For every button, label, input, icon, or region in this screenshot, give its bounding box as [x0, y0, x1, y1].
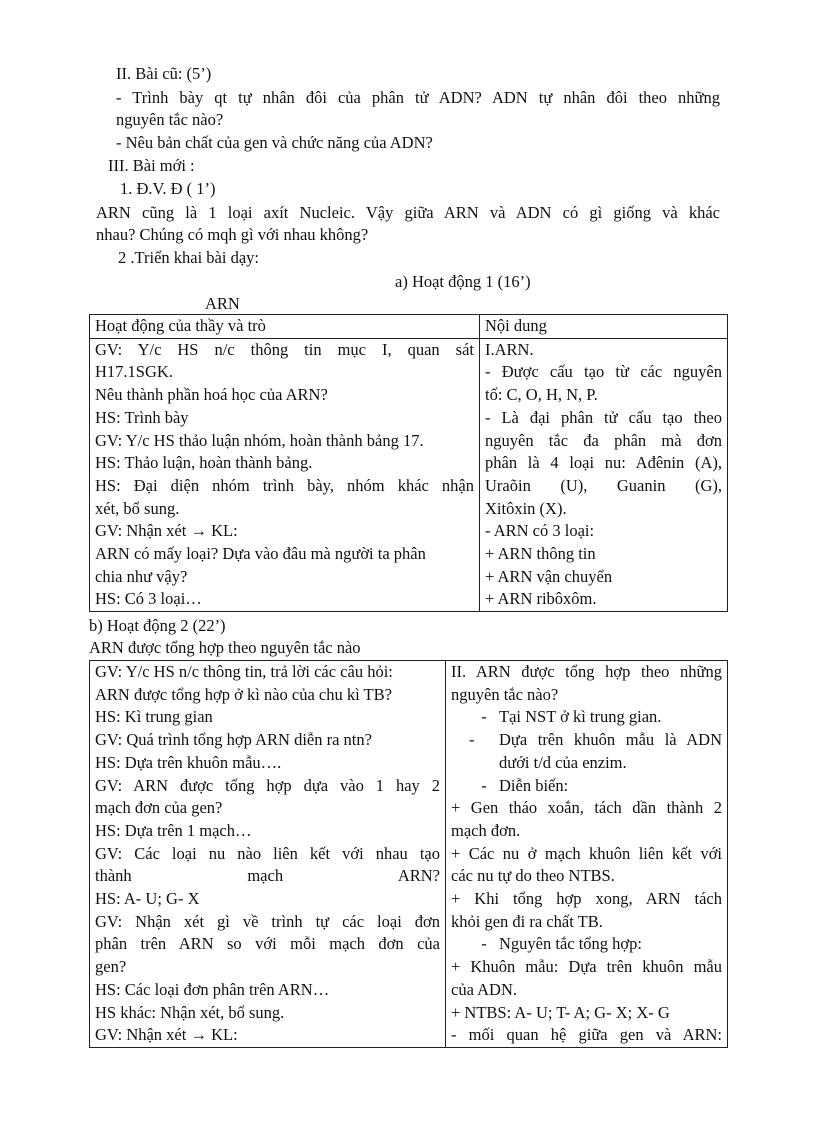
- table-header-right: Nội dung: [480, 315, 728, 339]
- new-lesson-heading: III. Bài mới :: [108, 156, 195, 175]
- old-lesson-question-1-cont: nguyên tắc nào?: [116, 110, 224, 129]
- old-lesson-heading: II. Bài cũ: (5’): [116, 64, 212, 83]
- old-lesson-question-1: - Trình bày qt tự nhân đôi của phân tử ADN? ADN tự nhân đôi theo những: [116, 88, 720, 107]
- content-column: I.ARN. - Được cấu tạo từ các nguyên tố: C, O, H, N, P. - Là đại phân tử cấu tạo theo nguyên tắc đa phân mà đơn phân là 4 loại nu: Ađênin (A), Uraõin (U), Guanin (G), Xitôxin (X). - ARN có 3 loại: + ARN thông tin + ARN vận chuyển + ARN ribôxôm.: [480, 338, 728, 611]
- activity-1-title: a) Hoạt động 1 (16’): [395, 272, 531, 291]
- intro-section-heading: 1. Đ.V. Đ ( 1’): [120, 179, 216, 198]
- activity-2-title: b) Hoạt động 2 (22’): [89, 616, 226, 635]
- content-column-2: II. ARN được tổng hợp theo những nguyên tắc nào? - Tại NST ở kì trung gian. - Dựa trên khuôn mẫu là ADN dưới t/d của enzim. - Diễn biến: + Gen tháo xoắn, tách dần thành 2 mạch đơn. + Các nu ở mạch khuôn liên kết với các nu tự do theo NTBS. + Khi tổng hợp xong, ARN tách khỏi gen đi ra chất TB. - Nguyên tắc tổng hợp: + Khuôn mẫu: Dựa trên khuôn mẫu của ADN. + NTBS: A- U; T- A; G- X; X- G - mối quan hệ giữa gen và ARN:: [446, 661, 728, 1048]
- table-header-left: Hoạt động của thầy và trò: [90, 315, 480, 339]
- activity-2-table: [89, 660, 728, 1048]
- teacher-student-activities: GV: Y/c HS n/c thông tin mục I, quan sát H17.1SGK. Nêu thành phần hoá học của ARN? HS: Trình bày GV: Y/c HS thảo luận nhóm, hoàn thành bảng 17. HS: Thảo luận, hoàn thành bảng. HS: Đại diện nhóm trình bày, nhóm khác nhận xét, bổ sung. GV: Nhận xét → KL: ARN có mấy loại? Dựa vào đâu mà người ta phân chia như vậy? HS: Có 3 loại…: [90, 338, 480, 611]
- list-dash: -: [469, 730, 475, 750]
- lesson-plan-heading: 2 .Triển khai bài dạy:: [118, 248, 259, 267]
- list-dash: -: [481, 775, 487, 795]
- activity-1-table: [89, 314, 728, 612]
- old-lesson-question-2: - Nêu bản chất của gen và chức năng của ADN?: [116, 133, 433, 152]
- activity-2-subtitle: ARN được tổng hợp theo nguyên tắc nào: [89, 638, 361, 657]
- activity-1-subtitle: ARN: [205, 294, 240, 313]
- intro-paragraph: ARN cũng là 1 loại axít Nucleic. Vậy giữa ARN và ADN có gì giống và khác: [96, 203, 720, 222]
- list-dash: -: [481, 934, 487, 954]
- intro-paragraph-cont: nhau? Chúng có mqh gì với nhau không?: [96, 225, 369, 244]
- list-dash: -: [481, 707, 487, 727]
- teacher-student-activities-2: GV: Y/c HS n/c thông tin, trả lời các câu hỏi: ARN được tổng hợp ở kì nào của chu kì TB? HS: Kì trung gian GV: Quá trình tổng hợp ARN diễn ra ntn? HS: Dựa trên khuôn mẫu…. GV: ARN được tổng hợp dựa vào 1 hay 2 mạch đơn của gen? HS: Dựa trên 1 mạch… GV: Các loại nu nào liên kết với nhau tạo thành mạch ARN? HS: A- U; G- X GV: Nhận xét gì về trình tự các loại đơn phân trên ARN so với mỗi mạch đơn của gen? HS: Các loại đơn phân trên ARN… HS khác: Nhận xét, bổ sung. GV: Nhận xét → KL:: [90, 661, 446, 1048]
